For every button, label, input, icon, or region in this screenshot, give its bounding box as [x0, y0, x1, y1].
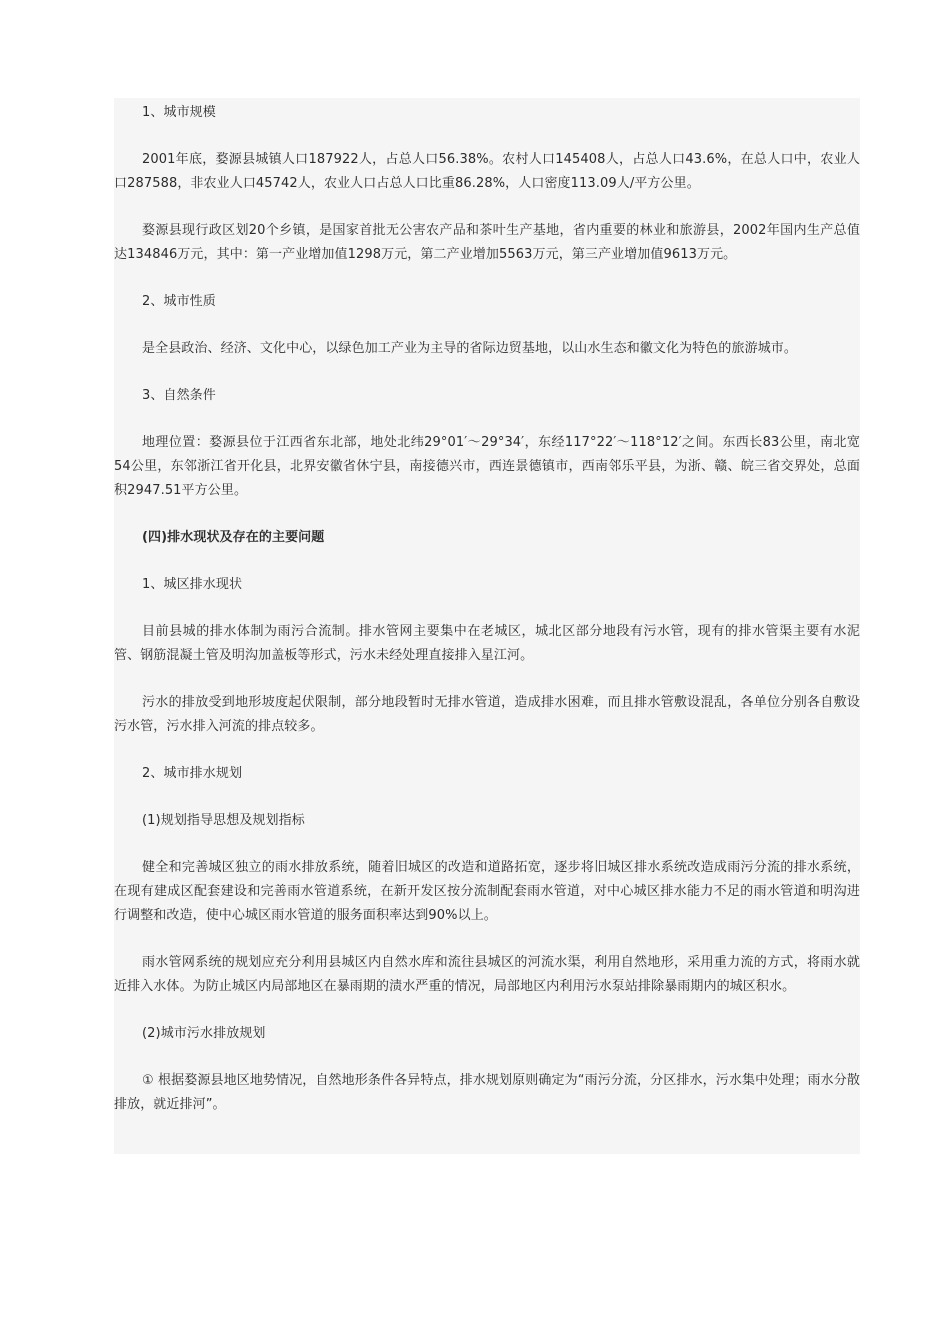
- section-heading-drainage-status: 1、城区排水现状: [142, 577, 243, 592]
- section-heading-city-nature: 2、城市性质: [142, 294, 216, 309]
- paragraph-administrative: 婺源县现行政区划20个乡镇，是国家首批无公害农产品和茶叶生产基地，省内重要的林业和旅游县，2002年国内生产总值达134846万元，其中：第一产业增加值1298万元，第二产业增加5563万元，第三产业增加值9613万元。: [114, 223, 860, 262]
- paragraph-rainwater-system: 健全和完善城区独立的雨水排放系统，随着旧城区的改造和道路拓宽，逐步将旧城区排水系统改造成雨污分流的排水系统，在现有建成区配套建设和完善雨水管道系统，在新开发区按分流制配套雨水管道，对中心城区排水能力不足的雨水管道和明沟进行调整和改造，使中心城区雨水管道的服务面积率达到90%以上。: [114, 860, 860, 923]
- subsection-heading-sewage-plan: (2)城市污水排放规划: [142, 1026, 266, 1041]
- document-body: [114, 98, 860, 1154]
- paragraph-population: 2001年底，婺源县城镇人口187922人，占总人口56.38%。农村人口145408人，占总人口43.6%，在总人口中，农业人口287588，非农业人口45742人，农业人口占总人口比重86.28%，人口密度113.09人/平方公里。: [114, 152, 860, 191]
- paragraph-geography: 地理位置：婺源县位于江西省东北部，地处北纬29°01′～29°34′，东经117°22′～118°12′之间。东西长83公里，南北宽54公里，东邻浙江省开化县，北界安徽省休宁县，南接德兴市，西连景德镇市，西南邻乐平县，为浙、赣、皖三省交界处，总面积2947.51平方公里。: [114, 435, 860, 498]
- paragraph-drainage-system: 目前县城的排水体制为雨污合流制。排水管网主要集中在老城区，城北区部分地段有污水管，现有的排水管渠主要有水泥管、钢筋混凝土管及明沟加盖板等形式，污水未经处理直接排入星江河。: [114, 624, 860, 663]
- paragraph-rainwater-network: 雨水管网系统的规划应充分利用县城区内自然水库和流往县城区的河流水渠，利用自然地形，采用重力流的方式，将雨水就近排入水体。为防止城区内局部地区在暴雨期的渍水严重的情况，局部地区内利用污水泵站排除暴雨期内的城区积水。: [114, 955, 860, 994]
- section-heading-city-scale: 1、城市规模: [142, 105, 216, 120]
- chapter-heading-drainage: (四)排水现状及存在的主要问题: [142, 530, 325, 545]
- subsection-heading-guidelines: (1)规划指导思想及规划指标: [142, 813, 305, 828]
- section-heading-drainage-plan: 2、城市排水规划: [142, 766, 243, 781]
- paragraph-sewage-principle: ① 根据婺源县地区地势情况，自然地形条件各异特点，排水规划原则确定为“雨污分流，分区排水，污水集中处理；雨水分散排放，就近排河”。: [114, 1073, 860, 1112]
- paragraph-drainage-problems: 污水的排放受到地形坡度起伏限制，部分地段暂时无排水管道，造成排水困难，而且排水管敷设混乱，各单位分别各自敷设污水管，污水排入河流的排点较多。: [114, 695, 860, 734]
- paragraph-city-nature: 是全县政治、经济、文化中心，以绿色加工产业为主导的省际边贸基地，以山水生态和徽文化为特色的旅游城市。: [142, 341, 798, 356]
- section-heading-natural-conditions: 3、自然条件: [142, 388, 216, 403]
